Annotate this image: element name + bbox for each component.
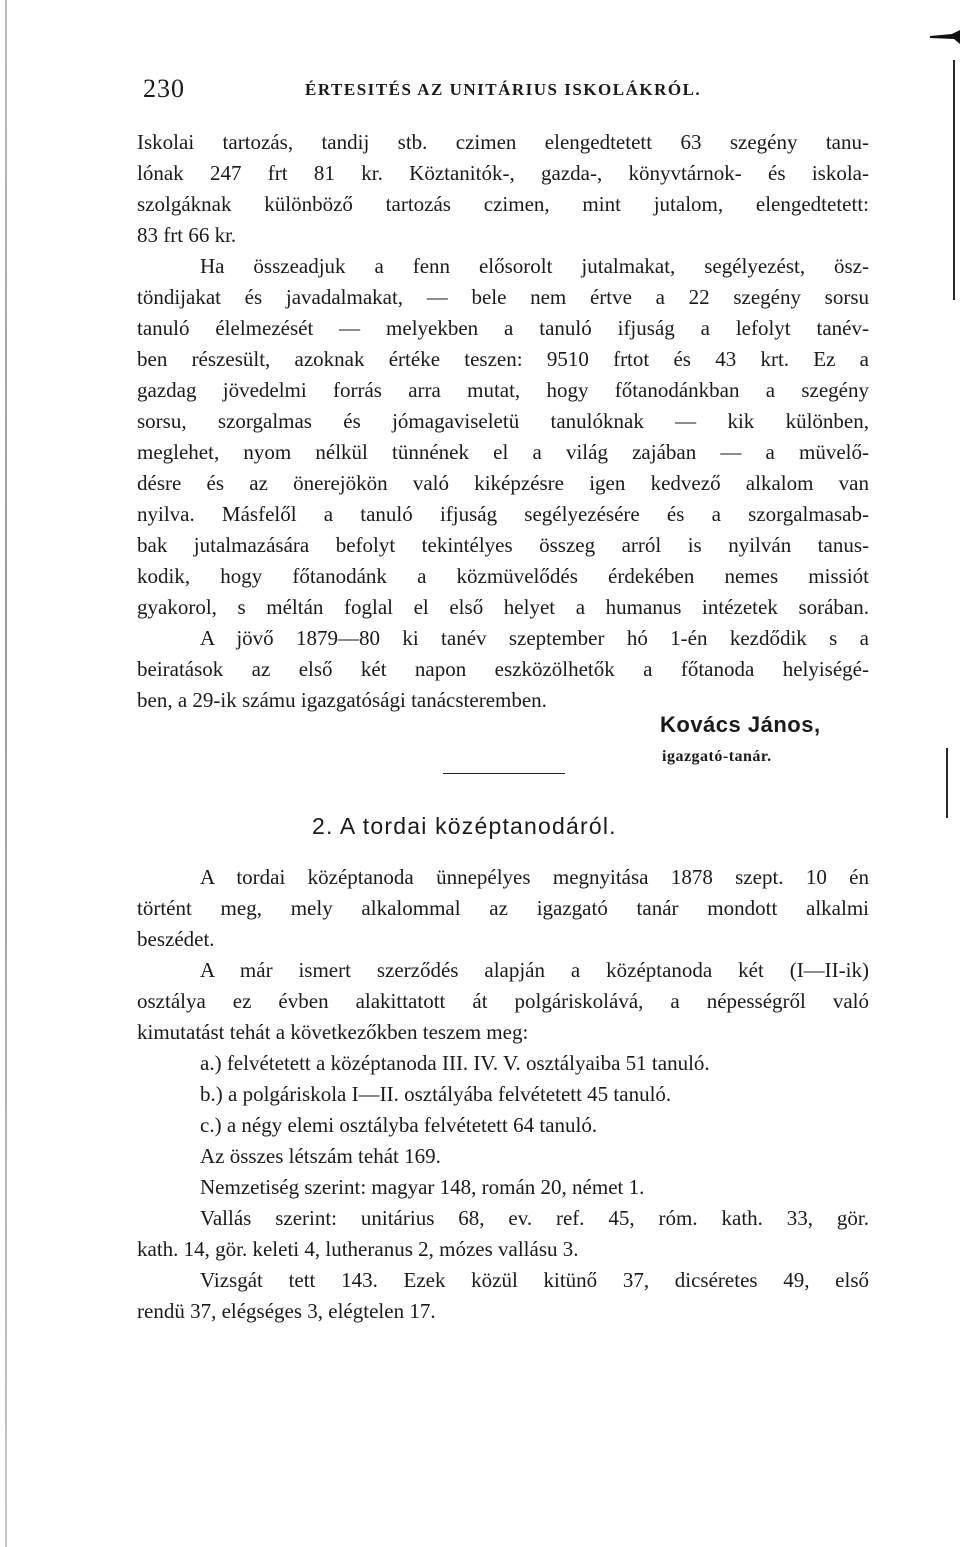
scan-corner-mark xyxy=(930,30,960,44)
text-line: meglehet, nyom nélkül tünnének el a világ zajában — a müvelő- xyxy=(137,440,869,464)
text-line: történt meg, mely alkalommal az igazgató tanár mondott alkalmi xyxy=(137,896,869,920)
text-line: désre és az önerejökön való kiképzésre igen kedvező alkalom van xyxy=(137,471,869,495)
text-line: kimutatást tehát a következőkben teszem meg: xyxy=(137,1020,529,1044)
scan-margin-mark xyxy=(953,60,955,300)
text-line: Ha összeadjuk a fenn elősorolt jutalmakat, segélyezést, ösz- xyxy=(200,254,869,278)
text-line: A tordai középtanoda ünnepélyes megnyitása 1878 szept. 10 én xyxy=(200,865,869,889)
text-line: 83 frt 66 kr. xyxy=(137,223,237,247)
text-line: Az összes létszám tehát 169. xyxy=(200,1144,441,1168)
scan-margin-mark xyxy=(946,748,948,818)
text-line: töndijakat és javadalmakat, — bele nem értve a 22 szegény sorsu xyxy=(137,285,869,309)
section-heading: 2. A tordai középtanodáról. xyxy=(312,813,617,839)
running-head: ÉRTESITÉS AZ UNITÁRIUS ISKOLÁKRÓL. xyxy=(305,80,702,99)
text-line: kath. 14, gör. keleti 4, lutheranus 2, mózes vallásu 3. xyxy=(137,1237,579,1261)
text-line: Iskolai tartozás, tandij stb. czimen elengedtetett 63 szegény tanu- xyxy=(137,130,869,154)
text-line: nyilva. Másfelől a tanuló ifjuság segélyezésére és a szorgalmasab- xyxy=(137,502,869,526)
page-header xyxy=(133,74,873,110)
signature-title: igazgató-tanár. xyxy=(662,748,772,765)
text-line: tanuló élelmezését — melyekben a tanuló ifjuság a lefolyt tanév- xyxy=(137,316,869,340)
text-line: A jövő 1879—80 ki tanév szeptember hó 1-én kezdődik s a xyxy=(200,626,869,650)
text-line: bak jutalmazására befolyt tekintélyes összeg arról is nyilván tanus- xyxy=(137,533,869,557)
text-line: lónak 247 frt 81 kr. Köztanitók-, gazda-, könyvtárnok- és iskola- xyxy=(137,161,869,185)
text-line: ben, a 29-ik számu igazgatósági tanácsteremben. xyxy=(137,688,547,712)
text-line: ben részesült, azoknak értéke teszen: 9510 frtot és 43 krt. Ez a xyxy=(137,347,869,371)
list-item: b.) a polgáriskola I—II. osztályába felvétetett 45 tanuló. xyxy=(200,1082,672,1106)
text-line: szolgáknak különböző tartozás czimen, mint jutalom, elengedtetett: xyxy=(137,192,869,216)
page-number: 230 xyxy=(143,74,185,103)
list-item: c.) a négy elemi osztályba felvétetett 64 tanuló. xyxy=(200,1113,598,1137)
text-line: osztálya ez évben alakittatott át polgáriskolává, a népességről való xyxy=(137,989,869,1013)
scan-edge-line xyxy=(5,0,7,1547)
text-line: A már ismert szerződés alapján a középtanoda két (I—II-ik) xyxy=(200,958,869,982)
text-line: beiratások az első két napon eszközölhetők a főtanoda helyiségé- xyxy=(137,657,869,681)
text-line: Vallás szerint: unitárius 68, ev. ref. 45, róm. kath. 33, gör. xyxy=(200,1206,869,1230)
text-line: beszédet. xyxy=(137,927,215,951)
list-item: a.) felvétetett a középtanoda III. IV. V. osztályaiba 51 tanuló. xyxy=(200,1051,710,1075)
signature-name: Kovács János, xyxy=(660,712,821,737)
text-line: gazdag jövedelmi forrás arra mutat, hogy főtanodánkban a szegény xyxy=(137,378,869,402)
text-line: sorsu, szorgalmas és jómagaviseletü tanulóknak — kik különben, xyxy=(137,409,869,433)
text-line: Vizsgát tett 143. Ezek közül kitünő 37, dicséretes 49, első xyxy=(200,1268,869,1292)
text-line: kodik, hogy főtanodánk a közmüvelődés érdekében nemes missiót xyxy=(137,564,869,588)
text-line: gyakorol, s méltán foglal el első helyet a humanus intézetek sorában. xyxy=(137,595,869,619)
text-line: rendü 37, elégséges 3, elégtelen 17. xyxy=(137,1299,436,1323)
text-line: Nemzetiség szerint: magyar 148, román 20, német 1. xyxy=(200,1175,645,1199)
section-separator xyxy=(443,773,565,774)
